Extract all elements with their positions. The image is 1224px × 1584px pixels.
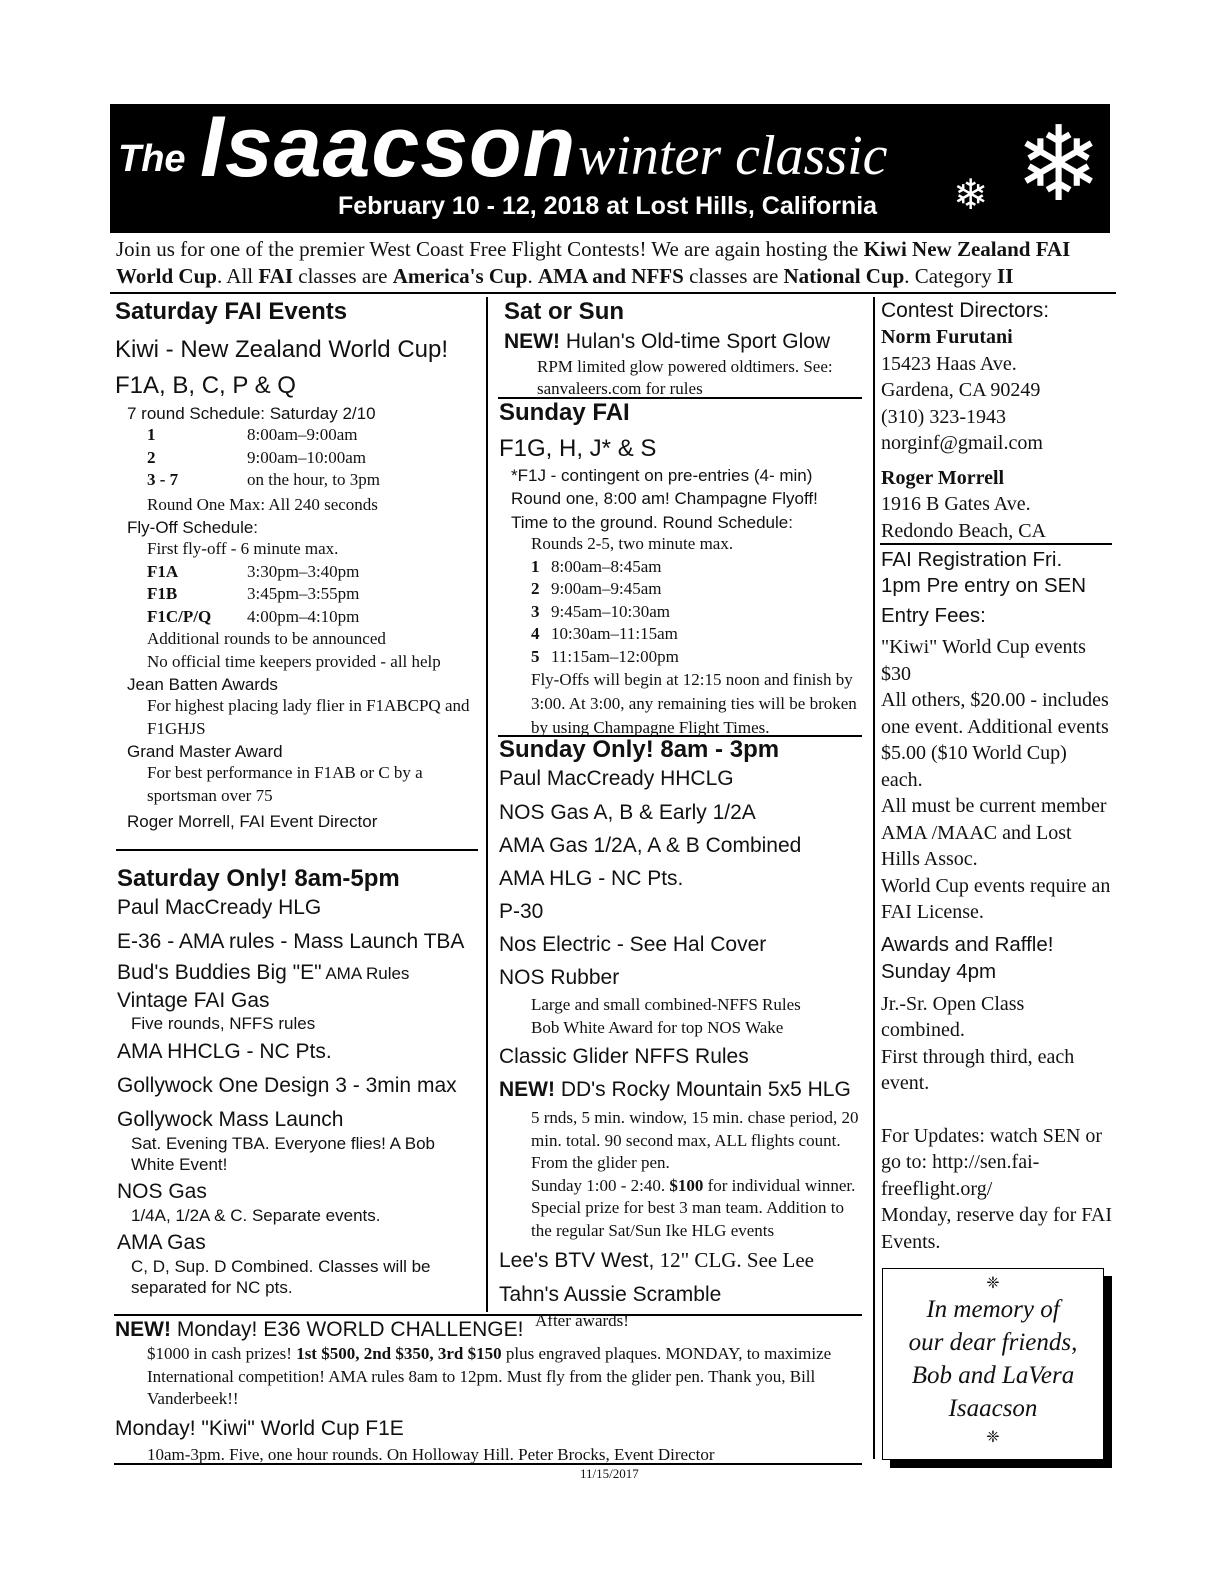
schedule-title: 7 round Schedule: Saturday 2/10 [127, 404, 376, 423]
event-note: Round one, 8:00 am! Champagne Flyoff! [511, 489, 818, 508]
list-item: 2 9:00am–10:00am [147, 447, 366, 467]
saturday-fai-section [115, 297, 480, 832]
event-title: AMA Gas [117, 1231, 206, 1254]
event-title: F1A, B, C, P & Q [115, 372, 296, 399]
entry-fees-title: Entry Fees: [881, 604, 986, 627]
event-title: NEW! DD's Rocky Mountain 5x5 HLG [499, 1078, 851, 1101]
divider [116, 849, 478, 851]
event-director: Roger Morrell, FAI Event Director [127, 812, 378, 831]
list-item: F1C/P/Q 4:00pm–4:10pm [147, 606, 360, 626]
sunday-only-section [499, 735, 864, 1330]
sat-or-sun-section [504, 297, 864, 400]
event-title: Bud's Buddies Big "E" AMA Rules [117, 961, 410, 984]
event-title: Gollywock Mass Launch [117, 1108, 344, 1131]
section-title: Saturday FAI Events [115, 298, 348, 325]
list-item: F1B 3:45pm–3:55pm [147, 584, 360, 603]
event-title: Classic Glider NFFS Rules [499, 1045, 749, 1068]
event-title: NOS Gas A, B & Early 1/2A [499, 801, 756, 824]
divider [873, 297, 875, 1459]
event-title: AMA Gas 1/2A, A & B Combined [499, 834, 802, 857]
event-subtitle: Five rounds, NFFS rules [131, 1014, 316, 1033]
ornament-icon: ❈ [986, 1427, 1000, 1446]
list-item: F1A 3:30pm–3:40pm [147, 561, 360, 581]
award-text: For highest placing lady flier in F1ABCPQ and F1GHJS [147, 696, 470, 738]
memorial-box [882, 1268, 1104, 1460]
memorial-line: Isaacson [948, 1395, 1038, 1422]
director-contact: Norm Furutani 15423 Haas Ave. Gardena, CA 90249 (310) 323-1943 norginf@gmail.com [881, 326, 1043, 454]
event-title: NEW! Monday! E36 WORLD CHALLENGE! [115, 1318, 524, 1341]
event-title: Paul MacCready HHCLG [499, 767, 734, 790]
event-title: AMA HHCLG - NC Pts. [117, 1040, 332, 1063]
list-item: 2 9:00am–9:45am [531, 579, 662, 598]
event-title: Lee's BTV West, 12" CLG. See Lee [499, 1248, 814, 1272]
title-winter-classic: winter classic [578, 125, 888, 187]
director-contact: Roger Morrell 1916 B Gates Ave. Redondo Beach, CA [881, 466, 1046, 542]
event-note: Time to the ground. Round Schedule: [511, 513, 793, 532]
contest-info-column [881, 297, 1113, 1255]
title-the: The [118, 138, 186, 180]
event-title: F1G, H, J* & S [499, 435, 657, 462]
round-schedule [115, 424, 480, 516]
event-title: NOS Rubber [499, 966, 620, 989]
memorial-line: In memory of [926, 1296, 1060, 1323]
ornament-icon: ❈ [986, 1273, 1000, 1292]
header-banner [110, 99, 1110, 233]
list-item: 3 9:45am–10:30am [531, 601, 670, 621]
section-title: Sat or Sun [504, 298, 625, 325]
event-text: 10am-3pm. Five, one hour rounds. On Holloway Hill. Peter Brocks, Event Director [147, 1444, 715, 1464]
event-title: NEW! Hulan's Old-time Sport Glow [504, 330, 831, 353]
event-title: Tahn's Aussie Scramble [499, 1283, 722, 1306]
event-title: Kiwi - New Zealand World Cup! [115, 336, 449, 363]
class-info: Jr.-Sr. Open Class combined. First through third, each event. For Updates: watch SEN or go to: http://sen.fai-freeflight.org/ Monday, reserve day for FAI Events. [881, 992, 1113, 1253]
contest-directors-title: Contest Directors: [881, 299, 1050, 322]
event-dates: February 10 - 12, 2018 at Lost Hills, California [338, 192, 878, 220]
award-title: Jean Batten Awards [127, 675, 278, 694]
event-subtitle: Large and small combined-NFFS Rules [531, 995, 801, 1014]
event-subtitle: Sat. Evening TBA. Everyone flies! A Bob White Event! [131, 1134, 435, 1174]
list-item: 3 - 7 on the hour, to 3pm [147, 470, 380, 489]
monday-section [115, 1317, 860, 1466]
awards-info: Awards and Raffle! Sunday 4pm [881, 932, 1054, 983]
event-subtitle: Bob White Award for top NOS Wake [531, 1017, 784, 1037]
event-subtitle: C, D, Sup. D Combined. Classes will be separated for NC pts. [131, 1257, 431, 1297]
flyoff-schedule: First fly-off - 6 minute max. F1A 3:30pm–3:40pm F1B 3:45pm–3:55pm F1C/P/Q 4:00pm–4:10pm Additional rounds to be announced No official time keepers provided - all help [115, 538, 480, 673]
divider [110, 292, 1116, 294]
sunday-fai-section [499, 398, 864, 740]
event-subtitle: 1/4A, 1/2A & C. Separate events. [131, 1206, 381, 1225]
event-title: E-36 - AMA rules - Mass Launch TBA [117, 930, 465, 953]
event-title: Paul MacCready HLG [117, 896, 322, 919]
event-text: $1000 in cash prizes! 1st $500, 2nd $350, 3rd $150 plus engraved plaques. MONDAY, to maximize International competition! AMA rules 8am to 12pm. Must fly from the glider pen. Thank you, Bill Vanderbeek!! [147, 1344, 832, 1408]
section-title: Saturday Only! 8am-5pm [117, 865, 400, 892]
entry-fees-text: "Kiwi" World Cup events $30 All others, $20.00 - includes one event. Additional events $5.00 ($10 World Cup) each. All must be current member AMA /MAAC and Lost Hills Assoc. World Cup events require an FAI License. [881, 636, 1111, 923]
award-title: Grand Master Award [127, 742, 283, 761]
divider [486, 297, 488, 1312]
registration-info: FAI Registration Fri. 1pm Pre entry on SEN [881, 548, 1087, 597]
round-schedule: Rounds 2-5, two minute max. 1 8:00am–8:45am 2 9:00am–9:45am 3 9:45am–10:30am 4 10:30am–11:15am 5 11:15am–12:00pm Fly-Offs will begin at 12:15 noon and finish by 3:00. At 3:00, any remaining ties will be broken by using Champagne Flight Times. [499, 533, 864, 740]
snowflake-icon: ❄ [1015, 103, 1103, 225]
memorial-line: Bob and LaVera [911, 1362, 1075, 1389]
list-item: 4 10:30am–11:15am [531, 624, 678, 643]
list-item: 5 11:15am–12:00pm [531, 646, 679, 666]
event-note: *F1J - contingent on pre-entries (4- min) [511, 466, 813, 485]
list-item: 1 8:00am–9:00am [147, 425, 358, 444]
footer-date: 11/15/2017 [580, 1466, 639, 1481]
event-subtitle: 5 rnds, 5 min. window, 15 min. chase period, 20 min. total. 90 second max, ALL flights count. From the glider pen. [531, 1108, 859, 1172]
event-title: NOS Gas [117, 1180, 207, 1203]
event-subtitle: After awards! [535, 1311, 629, 1330]
section-title: Sunday Only! 8am - 3pm [499, 736, 780, 763]
round-one-max: Round One Max: All 240 seconds [147, 494, 378, 514]
flyoff-title: Fly-Off Schedule: [127, 518, 259, 537]
event-title: Monday! "Kiwi" World Cup F1E [115, 1416, 404, 1440]
event-subtitle: Sunday 1:00 - 2:40. $100 for individual winner. Special prize for best 3 man team. Addition to the regular Sat/Sun Ike HLG events [531, 1175, 856, 1240]
award-text: For best performance in F1AB or C by a sportsman over 75 [147, 763, 423, 805]
event-title: P-30 [499, 900, 544, 923]
title-isaacson: Isaacson [200, 99, 577, 195]
event-title: Nos Electric - See Hal Cover [499, 933, 767, 956]
event-subtitle: RPM limited glow powered oldtimers. See: sanvaleers.com for rules [537, 357, 833, 398]
event-title: Vintage FAI Gas [117, 989, 270, 1012]
section-title: Sunday FAI [499, 399, 630, 426]
list-item: 1 8:00am–8:45am [531, 556, 662, 576]
memorial-line: our dear friends, [908, 1329, 1078, 1356]
event-title: Gollywock One Design 3 - 3min max [117, 1074, 457, 1097]
event-title: AMA HLG - NC Pts. [499, 867, 684, 890]
snowflake-icon: ❄ [953, 170, 989, 219]
saturday-only-section [117, 864, 482, 1298]
intro-paragraph: Join us for one of the premier West Coast Free Flight Contests! We are again hosting the Kiwi New Zealand FAI World Cup. All FAI classes are America's Cup. AMA and NFFS classes are National Cup. Category II [116, 237, 1071, 288]
